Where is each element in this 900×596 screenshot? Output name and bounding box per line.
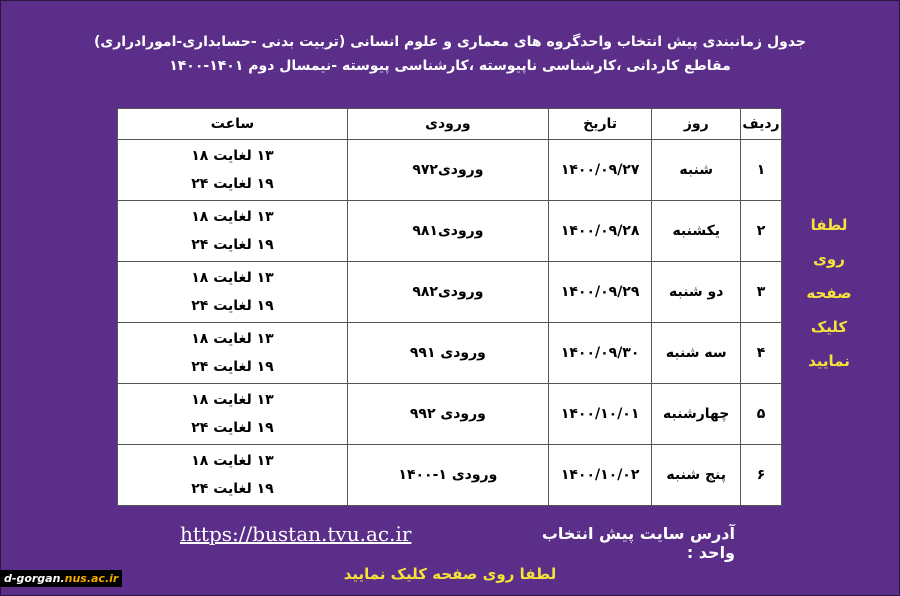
click-prompt-line: کلیک xyxy=(810,318,848,336)
cell-entry: ورودی۹۸۱ xyxy=(347,201,548,262)
header-entry: ورودی xyxy=(347,109,548,140)
cell-date: ۱۴۰۰/۰۹/۲۹ xyxy=(548,262,652,323)
site-address-link[interactable]: https://bustan.tvu.ac.ir xyxy=(180,522,412,546)
address-label: آدرس سایت پیش انتخاب واحد : xyxy=(541,524,735,562)
cell-date: ۱۴۰۰/۰۹/۳۰ xyxy=(548,323,652,384)
schedule-table xyxy=(117,108,782,506)
hour-range-2: ۱۹ لغایت ۲۴ xyxy=(191,420,274,436)
click-prompt-line: روی xyxy=(813,250,845,268)
cell-day: سه شنبه xyxy=(652,323,741,384)
click-prompt-line: صفحه xyxy=(806,284,852,302)
page-title xyxy=(0,30,900,78)
cell-date: ۱۴۰۰/۱۰/۰۲ xyxy=(548,445,652,506)
table-row xyxy=(118,201,782,262)
cell-row-number: ۴ xyxy=(741,323,782,384)
cell-hours xyxy=(118,262,348,323)
cell-day: چهارشنبه xyxy=(652,384,741,445)
cell-day: دو شنبه xyxy=(652,262,741,323)
cell-date: ۱۴۰۰/۰۹/۲۸ xyxy=(548,201,652,262)
table-row xyxy=(118,445,782,506)
cell-hours xyxy=(118,384,348,445)
cell-entry: ورودی ۹۹۱ xyxy=(347,323,548,384)
cell-row-number: ۳ xyxy=(741,262,782,323)
click-prompt-line: لطفا xyxy=(810,216,848,234)
cell-day: پنج شنبه xyxy=(652,445,741,506)
watermark-prefix: d-gorgan. xyxy=(4,572,65,585)
cell-entry: ورودی ۹۹۲ xyxy=(347,384,548,445)
cell-entry: ورودی۹۸۲ xyxy=(347,262,548,323)
cell-row-number: ۱ xyxy=(741,140,782,201)
hour-range-1: ۱۳ لغایت ۱۸ xyxy=(191,209,274,225)
click-prompt-vertical[interactable] xyxy=(800,208,858,378)
hour-range-1: ۱۳ لغایت ۱۸ xyxy=(191,392,274,408)
cell-entry: ورودی ۱-۱۴۰۰ xyxy=(347,445,548,506)
hour-range-2: ۱۹ لغایت ۲۴ xyxy=(191,298,274,314)
cell-entry: ورودی۹۷۲ xyxy=(347,140,548,201)
table-row xyxy=(118,140,782,201)
hour-range-1: ۱۳ لغایت ۱۸ xyxy=(191,148,274,164)
cell-date: ۱۴۰۰/۱۰/۰۱ xyxy=(548,384,652,445)
title-line-2: مقاطع کاردانی ،کارشناسی ناپیوسته ،کارشناسی پیوسته -نیمسال دوم ۱۴۰۱-۱۴۰۰ xyxy=(169,58,731,74)
click-prompt-footer[interactable]: لطفا روی صفحه کلیک نمایید xyxy=(343,565,557,583)
cell-hours xyxy=(118,445,348,506)
header-day: روز xyxy=(652,109,741,140)
hour-range-1: ۱۳ لغایت ۱۸ xyxy=(191,453,274,469)
cell-day: یکشنبه xyxy=(652,201,741,262)
cell-hours xyxy=(118,323,348,384)
cell-row-number: ۶ xyxy=(741,445,782,506)
hour-range-2: ۱۹ لغایت ۲۴ xyxy=(191,237,274,253)
cell-day: شنبه xyxy=(652,140,741,201)
cell-hours xyxy=(118,201,348,262)
hour-range-2: ۱۹ لغایت ۲۴ xyxy=(191,176,274,192)
hour-range-2: ۱۹ لغایت ۲۴ xyxy=(191,359,274,375)
click-prompt-line: نمایید xyxy=(808,352,850,370)
header-date: تاریخ xyxy=(548,109,652,140)
header-row-number: ردیف xyxy=(741,109,782,140)
cell-hours xyxy=(118,140,348,201)
hour-range-2: ۱۹ لغایت ۲۴ xyxy=(191,481,274,497)
table-row xyxy=(118,323,782,384)
header-hour: ساعت xyxy=(118,109,348,140)
cell-date: ۱۴۰۰/۰۹/۲۷ xyxy=(548,140,652,201)
table-header-row xyxy=(118,109,782,140)
table-row xyxy=(118,262,782,323)
hour-range-1: ۱۳ لغایت ۱۸ xyxy=(191,270,274,286)
title-line-1: جدول زمانبندی پیش انتخاب واحدگروه های معماری و علوم انسانی (تربیت بدنی -حسابداری-امورادراری) xyxy=(93,34,807,50)
cell-row-number: ۲ xyxy=(741,201,782,262)
watermark-logo xyxy=(0,570,122,587)
table-row xyxy=(118,384,782,445)
cell-row-number: ۵ xyxy=(741,384,782,445)
hour-range-1: ۱۳ لغایت ۱۸ xyxy=(191,331,274,347)
watermark-accent: nus.ac.ir xyxy=(64,572,119,585)
